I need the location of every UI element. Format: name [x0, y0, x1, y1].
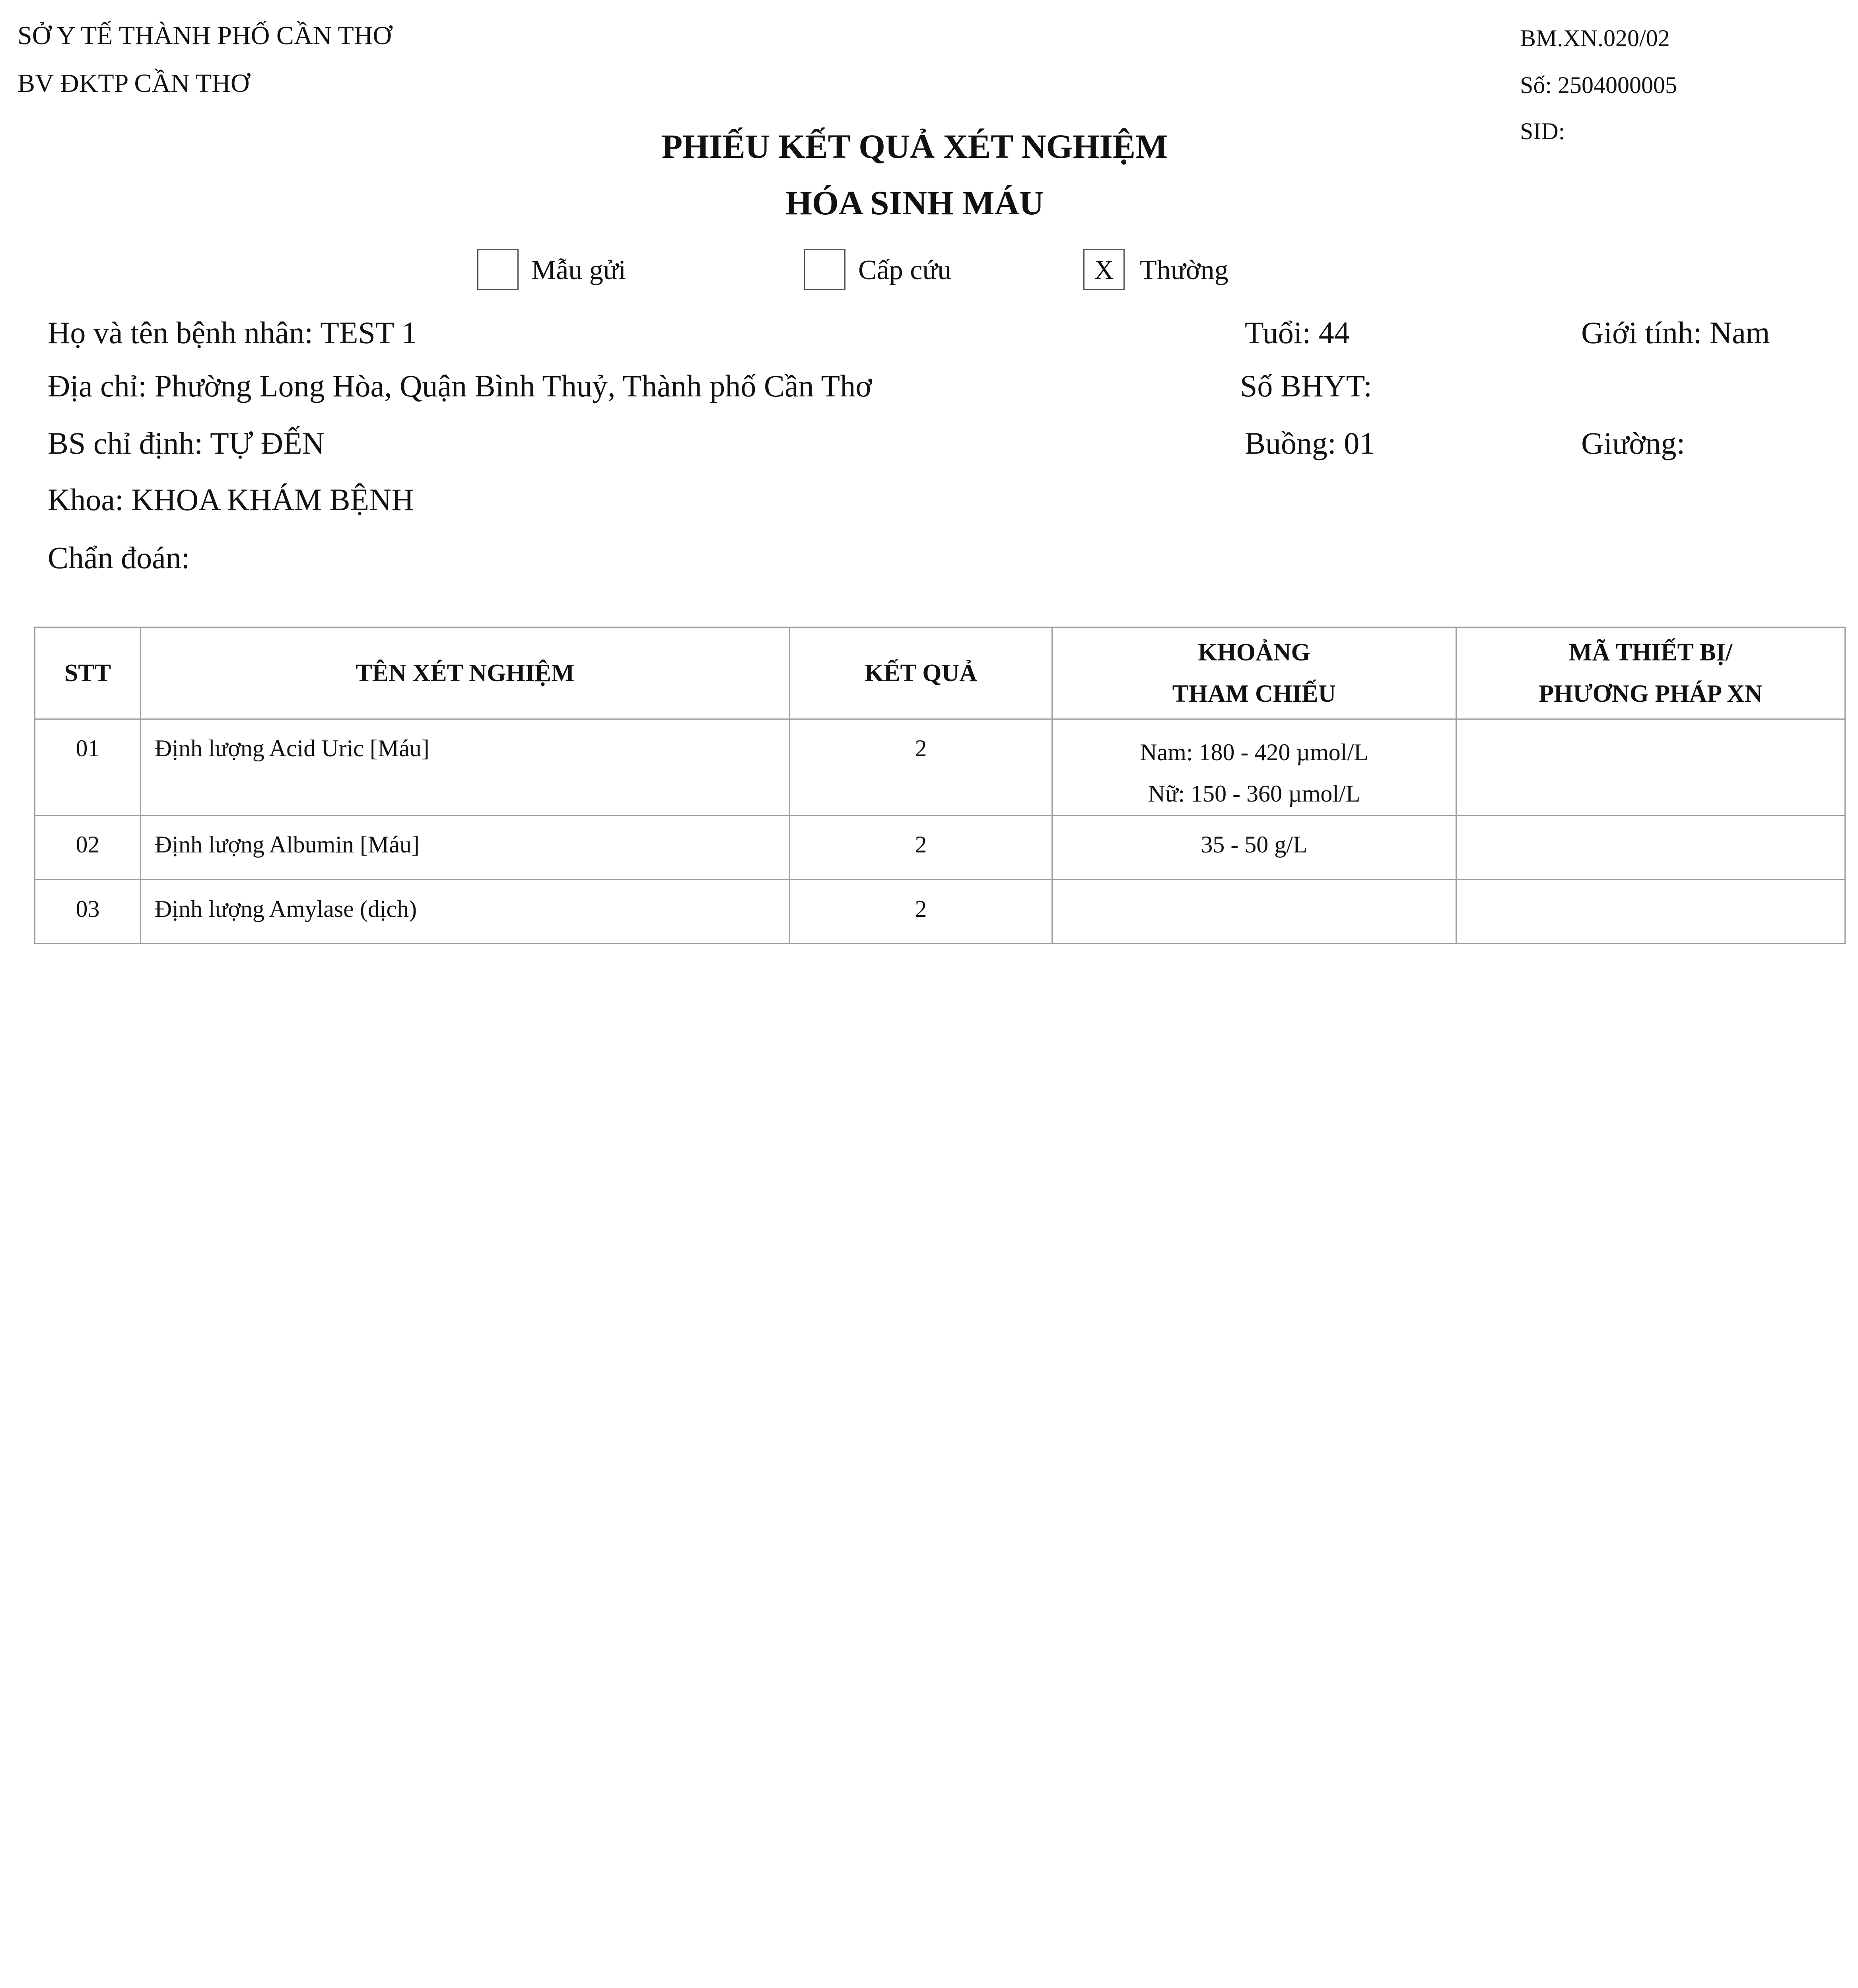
- patient-name: Họ và tên bệnh nhân: TEST 1: [48, 315, 417, 350]
- hospital-name: BV ĐKTP CẦN THƠ: [17, 69, 250, 98]
- cell-test-name: Định lượng Acid Uric [Máu]: [141, 719, 790, 815]
- table-row: [35, 815, 1845, 880]
- col-header-device-line2: PHƯƠNG PHÁP XN: [1539, 680, 1763, 707]
- report-number: Số: 2504000005: [1520, 72, 1677, 98]
- cell-stt: 03: [35, 880, 141, 944]
- cell-reference: [1052, 815, 1456, 880]
- ward-name: Khoa: KHOA KHÁM BỆNH: [48, 482, 414, 517]
- col-header-device: [1456, 627, 1845, 719]
- ordering-doctor: BS chỉ định: TỰ ĐẾN: [48, 426, 325, 460]
- cell-stt: 01: [35, 719, 141, 815]
- patient-age: Tuổi: 44: [1245, 315, 1350, 350]
- patient-gender: Giới tính: Nam: [1581, 315, 1770, 350]
- cell-reference: [1052, 880, 1456, 944]
- checkbox-thuong[interactable]: X: [1083, 249, 1125, 290]
- form-code: BM.XN.020/02: [1520, 25, 1670, 51]
- bed-number: Giường:: [1581, 426, 1685, 460]
- table-header-row: [35, 627, 1845, 719]
- patient-address: Địa chỉ: Phường Long Hòa, Quận Bình Thuỷ, Thành phố Cần Thơ: [48, 369, 872, 403]
- checkbox-label-mau-gui: Mẫu gửi: [531, 255, 626, 285]
- cell-reference: [1052, 719, 1456, 815]
- col-header-result: KẾT QUẢ: [790, 627, 1052, 719]
- col-header-reference-line1: KHOẢNG: [1198, 639, 1310, 666]
- results-table: [34, 627, 1846, 944]
- cell-stt: 02: [35, 815, 141, 880]
- page-title: PHIẾU KẾT QUẢ XÉT NGHIỆM: [661, 127, 1168, 165]
- table-row: [35, 880, 1845, 944]
- checkbox-cap-cuu[interactable]: [804, 249, 845, 290]
- col-header-test-name: TÊN XÉT NGHIỆM: [141, 627, 790, 719]
- page-subtitle: HÓA SINH MÁU: [785, 184, 1044, 222]
- col-header-device-line1: MÃ THIẾT BỊ/: [1568, 639, 1733, 666]
- insurance-number: Số BHYT:: [1240, 369, 1372, 403]
- col-header-stt: STT: [35, 627, 141, 719]
- cell-device: [1456, 815, 1845, 880]
- reference-line2: Nữ: 150 - 360 µmol/L: [1148, 780, 1360, 807]
- cell-device: [1456, 719, 1845, 815]
- department-name: SỞ Y TẾ THÀNH PHỐ CẦN THƠ: [17, 21, 392, 50]
- room-number: Buồng: 01: [1245, 426, 1375, 460]
- sid-label: SID:: [1520, 118, 1565, 144]
- cell-test-name: Định lượng Albumin [Máu]: [141, 815, 790, 880]
- checkbox-label-thuong: Thường: [1140, 255, 1228, 285]
- diagnosis: Chẩn đoán:: [48, 540, 190, 575]
- reference-line1: 35 - 50 g/L: [1201, 831, 1308, 858]
- col-header-reference-line2: THAM CHIẾU: [1172, 680, 1336, 707]
- col-header-reference: [1052, 627, 1456, 719]
- cell-test-name: Định lượng Amylase (dịch): [141, 880, 790, 944]
- reference-line1: Nam: 180 - 420 µmol/L: [1140, 739, 1368, 765]
- cell-device: [1456, 880, 1845, 944]
- checkbox-label-cap-cuu: Cấp cứu: [858, 255, 952, 285]
- cell-result: 2: [790, 719, 1052, 815]
- cell-result: 2: [790, 880, 1052, 944]
- table-row: [35, 719, 1845, 815]
- checkbox-mau-gui[interactable]: [477, 249, 519, 290]
- cell-result: 2: [790, 815, 1052, 880]
